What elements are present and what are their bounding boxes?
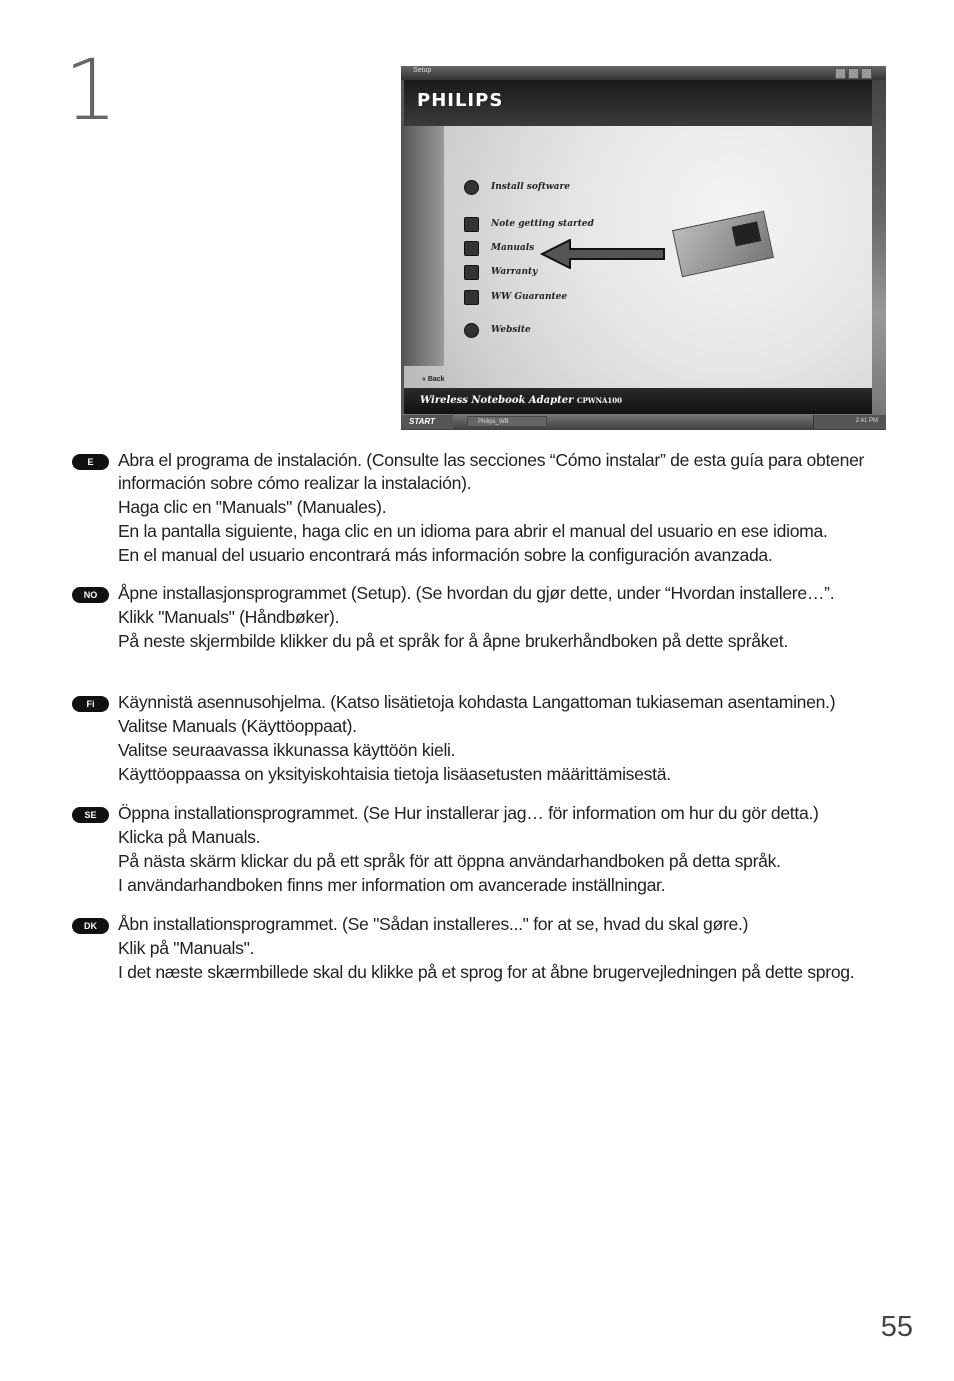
document-icon	[464, 290, 479, 305]
menu-item-note-getting-started	[464, 215, 594, 233]
instruction-line: På neste skjermbilde klikker du på et språk for å åpne brukerhåndboken på dette språket.	[118, 631, 788, 651]
instruction-text	[118, 582, 888, 653]
language-badge: NO	[72, 587, 109, 603]
close-icon	[861, 68, 872, 79]
instruction-line: Klicka på Manuals.	[118, 827, 261, 847]
menu-item-ww-guarantee	[464, 288, 567, 306]
menu-item-manuals	[464, 239, 534, 257]
language-badge: Fi	[72, 696, 109, 712]
instruction-line: Valitse seuraavassa ikkunassa käyttöön kieli.	[118, 740, 456, 760]
document-icon	[464, 217, 479, 232]
menu-item-label: Warranty	[491, 267, 538, 277]
instruction-line: Åbn installationsprogrammet. (Se "Sådan installeres..." for at se, hvad du skal gøre.)	[118, 914, 749, 934]
product-name-text: Wireless Notebook Adapter	[420, 395, 574, 406]
document-icon	[464, 241, 479, 256]
minimize-icon	[835, 68, 846, 79]
instruction-line: Käyttöoppaassa on yksityiskohtaisia tietoja lisäasetusten määrittämisestä.	[118, 764, 671, 784]
instruction-line: I det næste skærmbillede skal du klikke på et sprog for at åbne brugervejledningen på dette sprog.	[118, 962, 855, 982]
instruction-line: Käynnistä asennusohjelma. (Katso lisätietoja kohdasta Langattoman tukiaseman asentaminen.)	[118, 692, 836, 712]
card-chip	[732, 221, 762, 246]
instruction-text	[118, 913, 888, 984]
setup-window	[404, 80, 872, 414]
instruction-line: Åpne installasjonsprogrammet (Setup). (Se hvordan du gjør dette, under “Hvordan installere…”.	[118, 583, 835, 603]
language-badge: E	[72, 454, 109, 470]
step-number: 1	[64, 41, 118, 139]
clock: 2:41 PM	[855, 418, 878, 424]
instruction-line: Klikk "Manuals" (Håndbøker).	[118, 607, 340, 627]
menu-item-warranty	[464, 263, 537, 281]
wireless-card-image	[672, 211, 774, 277]
language-badge: DK	[72, 918, 109, 934]
setup-header	[404, 80, 872, 126]
screenshot-window-title: Setup	[413, 67, 432, 74]
arrow-icon	[540, 239, 666, 269]
menu-item-website	[464, 321, 531, 339]
menu-item-label: WW Guarantee	[491, 292, 568, 302]
instruction-line: Abra el programa de instalación. (Consulte las secciones “Cómo instalar” de esta guía para obtener información sobre cómo realizar la instalación).	[118, 450, 865, 493]
menu-item-label: Install software	[491, 182, 570, 192]
back-label: Back	[427, 376, 445, 383]
page-number: 55	[880, 1311, 913, 1343]
instruction-line: En la pantalla siguiente, haga clic en un idioma para abrir el manual del usuario en ese idioma.	[118, 520, 828, 541]
document-icon	[464, 265, 479, 280]
instruction-line: På nästa skärm klickar du på ett språk för att öppna användarhandboken på detta språk.	[118, 851, 781, 871]
philips-logo: PHILIPS	[417, 90, 504, 111]
menu-item-label: Website	[491, 325, 531, 335]
system-tray	[813, 415, 886, 429]
instruction-line: En el manual del usuario encontrará más información sobre la configuración avanzada.	[118, 544, 773, 565]
instruction-line: Öppna installationsprogrammet. (Se Hur installerar jag… för information om hur du gör detta.)	[118, 803, 819, 823]
instruction-line: Haga clic en "Manuals" (Manuales).	[118, 496, 387, 517]
instruction-line: I användarhandboken finns mer information om avancerade inställningar.	[118, 875, 666, 895]
menu-item-install-software	[464, 178, 570, 196]
instruction-line: Klik på "Manuals".	[118, 938, 255, 958]
product-name	[420, 395, 622, 406]
window-controls	[835, 68, 872, 79]
taskbar-item: Philips_WB	[467, 416, 547, 427]
install-icon	[464, 180, 479, 195]
product-model: CPWNA100	[576, 396, 623, 405]
maximize-icon	[848, 68, 859, 79]
globe-icon	[464, 323, 479, 338]
decorative-band	[404, 126, 444, 366]
menu-item-label: Manuals	[491, 243, 535, 253]
back-button: « Back	[422, 376, 445, 383]
setup-footer	[404, 388, 872, 414]
setup-screenshot	[401, 66, 886, 430]
screenshot-title-bar	[401, 66, 886, 80]
instruction-text	[118, 449, 888, 566]
language-badge: SE	[72, 807, 109, 823]
menu-item-label: Note getting started	[491, 219, 594, 229]
taskbar	[401, 414, 886, 430]
instruction-text	[118, 691, 888, 786]
start-button: START	[401, 415, 453, 429]
instruction-line: Valitse Manuals (Käyttöoppaat).	[118, 716, 357, 736]
desktop-background	[872, 80, 886, 414]
instruction-text	[118, 802, 888, 897]
